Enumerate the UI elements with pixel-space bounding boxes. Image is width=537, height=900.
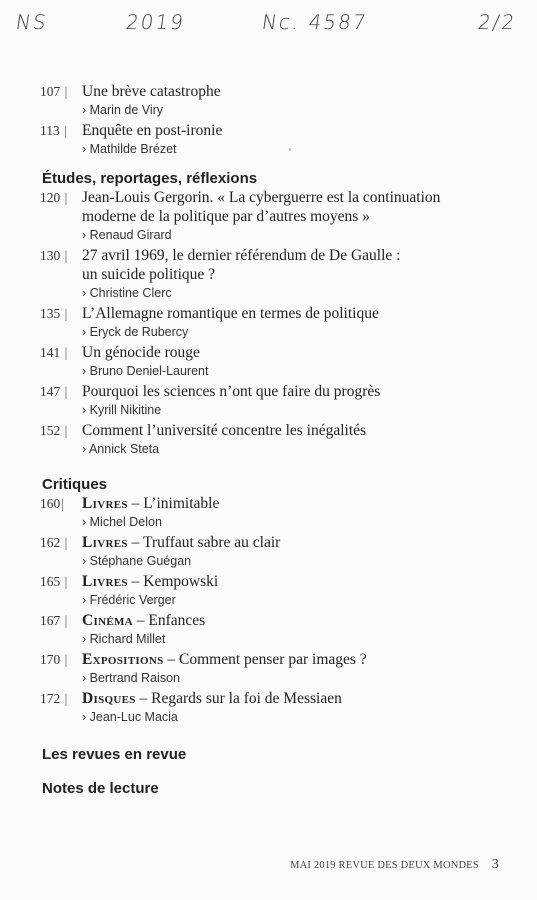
- entry-author: › Christine Clerc: [82, 284, 537, 302]
- entry-page-number: 107 |: [40, 84, 68, 99]
- toc-entry[interactable]: [0, 533, 537, 570]
- entry-page-number: 147 |: [40, 384, 68, 399]
- entry-title: L’Allemagne romantique en termes de politique: [82, 305, 379, 322]
- entry-page-number: 167 |: [40, 613, 68, 628]
- entry-title-line2: un suicide politique ?: [82, 266, 216, 283]
- handwritten-year: 2019: [124, 10, 187, 34]
- handwritten-code: NS: [14, 10, 50, 34]
- entry-title: Un génocide rouge: [82, 344, 200, 361]
- handwritten-annotations: [0, 6, 537, 36]
- entry-page-number: 135 |: [40, 306, 68, 321]
- toc-entry[interactable]: [0, 421, 537, 458]
- entry-page-number: 165 |: [40, 574, 68, 589]
- entry-author: › Frédéric Verger: [82, 591, 537, 609]
- entry-author: › Mathilde Brézet: [82, 140, 537, 158]
- entry-page-number: 113 |: [40, 123, 67, 138]
- entry-title-line2: moderne de la politique par d’autres moyens »: [82, 208, 370, 225]
- entry-page-number: 172 |: [40, 691, 68, 706]
- entry-title: Cinéma – Enfances: [82, 612, 206, 629]
- toc-entry[interactable]: [0, 343, 537, 380]
- entry-author: › Annick Steta: [82, 440, 537, 458]
- toc-entry[interactable]: [0, 188, 537, 244]
- section-heading-notes[interactable]: Notes de lecture: [42, 780, 159, 797]
- toc-entry[interactable]: [0, 246, 537, 302]
- section-heading-revues[interactable]: Les revues en revue: [42, 746, 187, 763]
- entry-title: Une brève catastrophe: [82, 83, 221, 100]
- entry-title: Expositions – Comment penser par images ?: [82, 651, 367, 668]
- footer-issue: MAI 2019: [290, 860, 336, 871]
- footer-journal: REVUE DES DEUX MONDES: [338, 860, 479, 871]
- toc-entry[interactable]: [0, 650, 537, 687]
- entry-author: › Kyrill Nikitine: [82, 401, 537, 419]
- entry-title: Livres – Kempowski: [82, 573, 219, 590]
- entry-category: Livres: [82, 573, 128, 590]
- entry-category: Livres: [82, 534, 128, 551]
- entry-author: › Bertrand Raison: [82, 669, 537, 687]
- entry-author: › Renaud Girard: [82, 226, 537, 244]
- entry-author: › Bruno Deniel-Laurent: [82, 362, 537, 380]
- entry-page-number: 170 |: [40, 652, 68, 667]
- footer-page-number: 3: [491, 857, 499, 872]
- entry-title-line1: 27 avril 1969, le dernier référendum de De Gaulle :: [82, 247, 401, 264]
- entry-author: › Stéphane Guégan: [82, 552, 537, 570]
- entry-title: Livres – Truffaut sabre au clair: [82, 534, 281, 551]
- entry-page-number: 120 |: [40, 190, 68, 205]
- entry-title-line1: Jean-Louis Gergorin. « La cyberguerre est la continuation: [82, 189, 441, 206]
- entry-page-number: 141 |: [40, 345, 68, 360]
- entry-title: Comment l’université concentre les inégalités: [82, 422, 367, 439]
- page-footer: [290, 857, 499, 873]
- toc-entry[interactable]: [0, 689, 537, 726]
- toc-entry[interactable]: [0, 82, 537, 119]
- entry-page-number: 162 |: [40, 535, 68, 550]
- entry-author: › Eryck de Rubercy: [82, 323, 537, 341]
- entry-author: › Richard Millet: [82, 630, 537, 648]
- handwritten-page-fraction: 2/2: [476, 10, 518, 34]
- section-heading-etudes: Études, reportages, réflexions: [42, 170, 258, 187]
- entry-title: Livres – L’inimitable: [82, 495, 220, 512]
- toc-entry[interactable]: [0, 494, 537, 531]
- entry-author: › Jean-Luc Macia: [82, 708, 537, 726]
- entry-page-number: 160|: [40, 496, 64, 511]
- entry-author: › Marin de Viry: [82, 101, 537, 119]
- entry-page-number: 152 |: [40, 423, 68, 438]
- toc-entry[interactable]: [0, 611, 537, 648]
- toc-entry[interactable]: [0, 382, 537, 419]
- section-heading-critiques: Critiques: [42, 476, 108, 493]
- entry-title: Disques – Regards sur la foi de Messiaen: [82, 690, 342, 707]
- entry-category: Cinéma: [82, 612, 133, 629]
- entry-category: Livres: [82, 495, 128, 512]
- toc-entry[interactable]: [0, 572, 537, 609]
- entry-category: Expositions: [82, 651, 164, 668]
- entry-title: Enquête en post-ironie: [82, 122, 223, 139]
- entry-title: Pourquoi les sciences n’ont que faire du progrès: [82, 383, 381, 400]
- entry-page-number: 130 |: [40, 248, 68, 263]
- toc-entry[interactable]: [0, 121, 537, 158]
- handwritten-reference: Nc. 4587: [260, 10, 370, 34]
- entry-category: Disques: [82, 690, 136, 707]
- entry-author: › Michel Delon: [82, 513, 537, 531]
- toc-entry[interactable]: [0, 304, 537, 341]
- table-of-contents: [0, 82, 537, 797]
